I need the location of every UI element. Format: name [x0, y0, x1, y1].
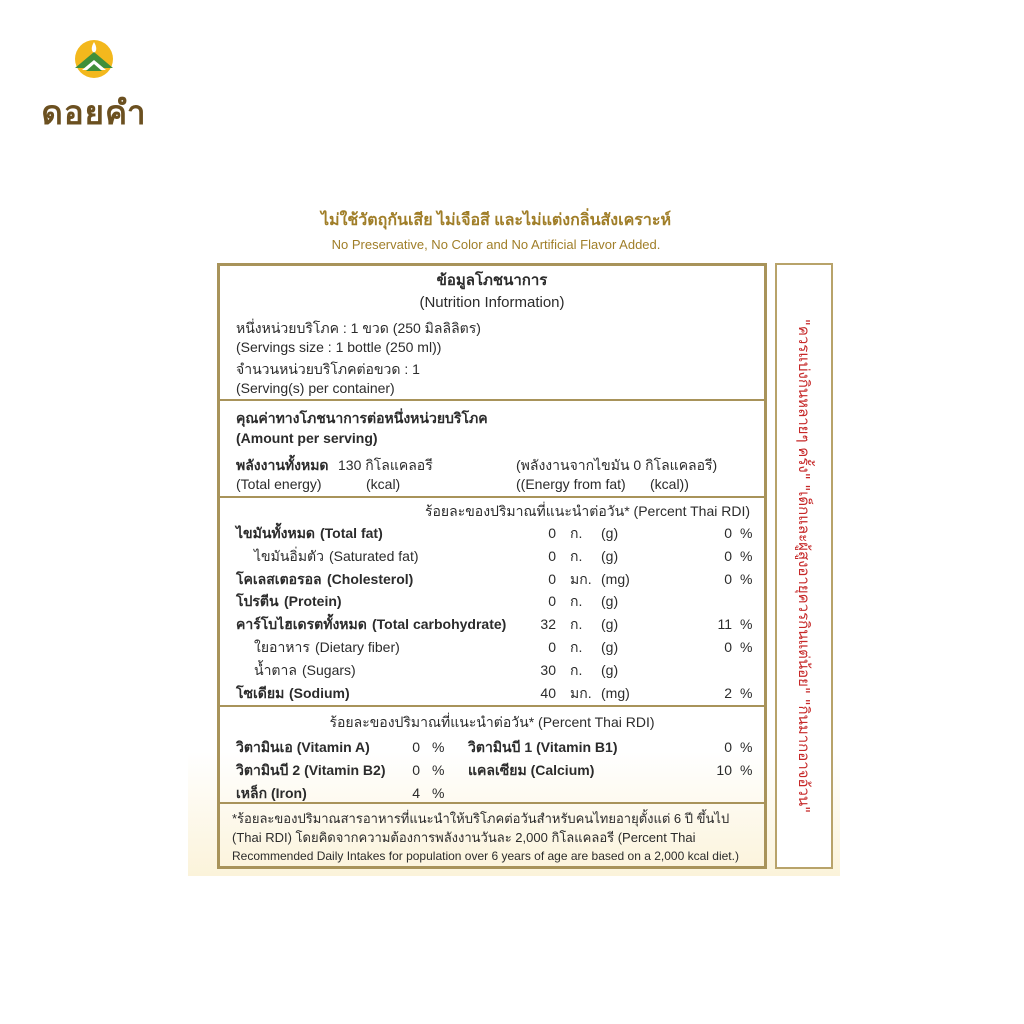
nutrient-unit-en: (g)	[601, 616, 619, 633]
fat-energy-th: (พลังงานจากไขมัน 0 กิโลแคลอรี)	[516, 457, 718, 473]
vitamins-rdi-header: ร้อยละของปริมาณที่แนะนำต่อวัน* (Percent Thai RDI)	[329, 714, 655, 730]
warning-text: "ควรแบ่งกินหลายๆ ครั้ง" "เด็กและผู้สูงอายุควรกินแต่น้อย" "กินมากอาจอ้วน"	[795, 318, 813, 814]
fat-energy-unit: (kcal))	[650, 476, 689, 492]
nutrient-name-en: (Protein)	[284, 593, 342, 610]
serving-size-en: (Servings size : 1 bottle (250 ml))	[236, 339, 442, 355]
nutrient-amount: 30	[540, 661, 556, 678]
amount-per-serving-en: (Amount per serving)	[236, 430, 378, 446]
iron-pct: 4	[412, 785, 420, 801]
nutrient-unit-th: ก.	[570, 616, 583, 633]
nutrient-unit-en: (g)	[601, 639, 619, 655]
nutrient-unit-en: (mg)	[601, 570, 630, 587]
vitamin-b1-name: วิตามินบี 1 (Vitamin B1)	[468, 739, 618, 755]
nutrition-title-en: (Nutrition Information)	[419, 294, 565, 311]
nutrient-amount: 0	[548, 525, 556, 541]
amount-per-serving-th: คุณค่าทางโภชนาการต่อหนึ่งหน่วยบริโภค	[236, 410, 488, 426]
claim-english: No Preservative, No Color and No Artificial Flavor Added.	[331, 237, 661, 252]
fat-energy-en: ((Energy from fat)	[516, 476, 626, 492]
nutrient-unit-th: ก.	[570, 639, 583, 655]
servings-en: (Serving(s) per container)	[236, 380, 395, 396]
vitamin-a-name: วิตามินเอ (Vitamin A)	[236, 739, 370, 755]
nutrient-name-th: ใยอาหาร	[254, 639, 310, 655]
nutrient-pct-sign: %	[740, 639, 753, 655]
nutrient-amount: 0	[548, 593, 556, 610]
nutrient-name-th: ไขมันทั้งหมด	[236, 525, 316, 541]
nutrient-amount: 0	[548, 547, 556, 564]
nutrient-name-en: (Total carbohydrate)	[372, 616, 507, 633]
vitamin-b2-pct: 0	[412, 762, 420, 778]
nutrient-unit-en: (g)	[601, 593, 619, 610]
vitamin-b2-name: วิตามินบี 2 (Vitamin B2)	[236, 762, 386, 778]
nutrient-pct-sign: %	[740, 570, 753, 587]
calcium-sign: %	[740, 762, 753, 778]
nutrient-pct-sign: %	[740, 616, 753, 633]
nutrient-amount: 32	[540, 616, 556, 633]
nutrient-pct: 0	[724, 570, 732, 587]
footnote-line-3: Recommended Daily Intakes for population over 6 years of age are based on a 2,000 kcal diet.)	[232, 849, 739, 863]
vitamin-a-sign: %	[432, 739, 445, 755]
servings-th: จำนวนหน่วยบริโภคต่อขวด : 1	[236, 361, 420, 377]
nutrient-name-en: (Total fat)	[320, 525, 383, 541]
nutrient-amount: 0	[548, 639, 556, 655]
vitamin-b2-sign: %	[432, 762, 445, 778]
footnote-line-1: *ร้อยละของปริมาณสารอาหารที่แนะนำให้บริโภคต่อวันสำหรับคนไทยอายุตั้งแต่ 6 ปี ขึ้นไป	[232, 811, 730, 826]
calcium-name: แคลเซียม (Calcium)	[468, 762, 595, 778]
nutrient-unit-th: ก.	[570, 661, 583, 678]
brand-logo	[34, 38, 154, 132]
nutrient-unit-th: มก.	[570, 684, 592, 701]
nutrient-pct: 0	[724, 639, 732, 655]
nutrient-name-th: น้ำตาล	[254, 661, 297, 678]
calcium-pct: 10	[716, 762, 732, 778]
serving-size-th: หนึ่งหน่วยบริโภค : 1 ขวด (250 มิลลิลิตร)	[236, 320, 481, 336]
warning-panel	[775, 263, 833, 869]
nutrient-name-th: โปรตีน	[236, 593, 279, 610]
total-energy-th: พลังงานทั้งหมด	[236, 457, 329, 473]
nutrient-name-th: ไขมันอิ่มตัว	[254, 547, 324, 564]
nutrient-name-th: คาร์โบไฮเดรตทั้งหมด	[236, 616, 367, 633]
nutrient-name-en: (Saturated fat)	[329, 547, 419, 564]
vitamin-a-pct: 0	[412, 739, 420, 755]
nutrient-name-en: (Cholesterol)	[327, 570, 414, 587]
claim-thai: ไม่ใช้วัตถุกันเสีย ไม่เจือสี และไม่แต่งกลิ่นสังเคราะห์	[321, 212, 671, 229]
nutrient-unit-en: (g)	[601, 661, 619, 678]
nutrient-unit-th: ก.	[570, 547, 583, 564]
nutrient-name-th: โคเลสเตอรอล	[236, 570, 322, 587]
nutrient-unit-th: ก.	[570, 525, 583, 541]
nutrient-pct: 0	[724, 525, 732, 541]
nutrient-pct-sign: %	[740, 684, 753, 701]
nutrient-pct: 0	[724, 547, 732, 564]
energy-section	[220, 401, 764, 498]
nutrient-amount: 40	[540, 684, 556, 701]
nutrient-pct: 2	[724, 684, 732, 701]
nutrition-label	[217, 263, 767, 869]
nutrient-unit-th: มก.	[570, 570, 592, 587]
nutrient-unit-en: (g)	[601, 525, 619, 541]
serving-section	[220, 266, 764, 401]
total-energy-value: 130 กิโลแคลอรี	[338, 457, 433, 473]
nutrient-amount: 0	[548, 570, 556, 587]
nutrient-pct-sign: %	[740, 547, 753, 564]
nutrient-name-en: (Sugars)	[302, 661, 356, 678]
nutrient-unit-th: ก.	[570, 593, 583, 610]
nutrient-pct-sign: %	[740, 525, 753, 541]
vitamin-b1-sign: %	[740, 739, 753, 755]
total-energy-unit: (kcal)	[366, 476, 401, 492]
nutrient-unit-en: (g)	[601, 547, 619, 564]
brand-name: ดอยคำ	[41, 93, 147, 132]
logo-emblem-icon	[72, 38, 116, 84]
nutrient-name-en: (Dietary fiber)	[315, 639, 400, 655]
vitamins-section	[220, 707, 764, 804]
nutrient-name-en: (Sodium)	[289, 684, 350, 701]
footnote-section	[220, 804, 764, 866]
nutrient-name-th: โซเดียม	[236, 684, 285, 701]
nutrients-section	[220, 498, 764, 707]
iron-sign: %	[432, 785, 445, 801]
total-energy-en: (Total energy)	[236, 476, 322, 492]
nutrient-pct: 11	[717, 616, 732, 633]
rdi-header: ร้อยละของปริมาณที่แนะนำต่อวัน* (Percent Thai RDI)	[424, 503, 750, 519]
iron-name: เหล็ก (Iron)	[236, 785, 307, 801]
vitamin-b1-pct: 0	[724, 739, 732, 755]
nutrition-title-th: ข้อมูลโภชนาการ	[436, 272, 548, 289]
footnote-line-2: (Thai RDI) โดยคิดจากความต้องการพลังงานวันละ 2,000 กิโลแคลอรี (Percent Thai	[232, 830, 696, 845]
nutrient-unit-en: (mg)	[601, 684, 630, 701]
